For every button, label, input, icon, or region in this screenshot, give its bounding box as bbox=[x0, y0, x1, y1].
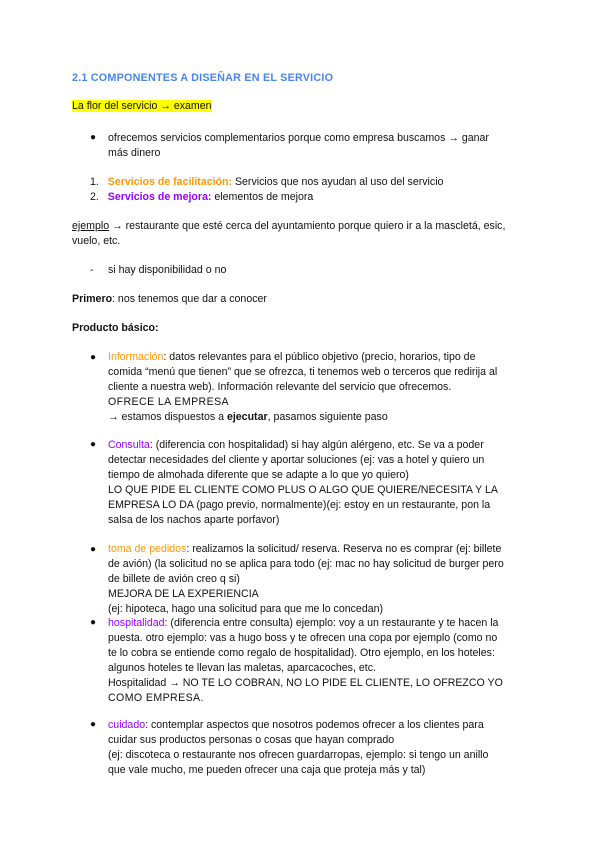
cuidado-line-1 bbox=[108, 718, 484, 733]
numbered-item-text: elementos de mejora bbox=[211, 191, 314, 203]
cuidado-line-3: (ej: discoteca o restaurante nos ofrecen guardarropas, ejemplo: si tengo un anillo bbox=[108, 749, 489, 761]
section-heading: 2.1 COMPONENTES A DISEÑAR EN EL SERVICIO bbox=[72, 72, 334, 84]
item-label-cuidado: cuidado bbox=[108, 719, 146, 731]
hospitalidad-line-2: puesta. otro ejemplo: vas a hugo boss y te ofrecen una copa por ejemplo (como no bbox=[108, 632, 498, 644]
item-text: : contemplar aspectos que nosotros podemos ofrecer a los clientes para bbox=[145, 719, 484, 731]
informacion-line-2: comida “menú que tienen” que se ofrezca, ti tenemos web o terceros que redirija al bbox=[108, 366, 498, 378]
example-label: ejemplo bbox=[72, 220, 110, 232]
bullet-icon: ● bbox=[90, 132, 97, 143]
numbered-item-2 bbox=[90, 190, 313, 205]
item-text: , pasamos siguiente paso bbox=[267, 411, 388, 423]
hospitalidad-line-4: algunos hoteles te llevan las maletas, aparcacoches, etc. bbox=[108, 662, 376, 674]
item-bold-text: ejecutar bbox=[226, 411, 268, 423]
cuidado-line-4: que vale mucho, me pueden ofrecer una caja que proteja más y tal) bbox=[108, 764, 426, 776]
primero-text: : nos tenemos que dar a conocer bbox=[112, 293, 267, 305]
consulta-line-1 bbox=[108, 438, 484, 453]
highlighted-text: La flor del servicio → examen bbox=[72, 100, 212, 112]
bullet-icon: ● bbox=[90, 719, 97, 730]
example-text: → restaurante que esté cerca del ayuntamiento porque quiero ir a la mascletá, esic, bbox=[109, 220, 506, 232]
consulta-line-3: tiempo de almohada diferente que se adapte a lo que yo quiero) bbox=[108, 469, 409, 481]
toma-pedidos-line-4: MEJORA DE LA EXPERIENCIA bbox=[108, 588, 259, 600]
item-text: → estamos dispuestos a bbox=[108, 411, 227, 423]
item-label-hospitalidad: hospitalidad bbox=[108, 617, 165, 629]
bullet-icon: ● bbox=[90, 617, 97, 628]
bullet-icon: ● bbox=[90, 439, 97, 450]
numbered-item-number: 1. bbox=[90, 176, 99, 188]
toma-pedidos-line-5: (ej: hipoteca, hago una solicitud para que me lo concedan) bbox=[108, 603, 384, 615]
primero-line bbox=[72, 292, 267, 307]
toma-pedidos-line-2: de avión) (la solicitud no se aplica para todo (ej: mac no hay solicitud de burger pero bbox=[108, 558, 504, 570]
hospitalidad-line-6: COMO EMPRESA. bbox=[108, 692, 204, 704]
item-text: : (diferencia con hospitalidad) si hay algún alérgeno, etc. Se va a poder bbox=[149, 439, 484, 451]
consulta-line-5: EMPRESA LO DA (pago previo, normalmente)(ej: estoy en un restaurante, pon la bbox=[108, 499, 491, 511]
item-text: : datos relevantes para el público objetivo (precio, horarios, tipo de bbox=[163, 351, 476, 363]
bullet-intro-line-1: ofrecemos servicios complementarios porque como empresa buscamos → ganar bbox=[108, 132, 489, 144]
dash-marker: - bbox=[90, 264, 94, 276]
bullet-intro-line-2: más dinero bbox=[108, 147, 161, 159]
informacion-line-3: cliente a nuestra web). Información relevante del servicio que ofrecemos. bbox=[108, 381, 452, 393]
hospitalidad-line-5: Hospitalidad → NO TE LO COBRAN, NO LO PIDE EL CLIENTE, LO OFREZCO YO bbox=[108, 677, 503, 689]
item-label-consulta: Consulta bbox=[108, 439, 150, 451]
item-text: : (diferencia entre consulta) ejemplo: voy a un restaurante y te hacen la bbox=[164, 617, 499, 629]
numbered-item-1 bbox=[90, 175, 443, 190]
numbered-item-text: Servicios que nos ayudan al uso del servicio bbox=[232, 176, 444, 188]
example-line-1 bbox=[72, 219, 505, 234]
bullet-icon: ● bbox=[90, 352, 97, 363]
hospitalidad-line-1 bbox=[108, 616, 498, 631]
consulta-line-2: detectar necesidades del cliente y aportar soluciones (ej: vas a hotel y quiero un bbox=[108, 454, 485, 466]
consulta-line-4: LO QUE PIDE EL CLIENTE COMO PLUS O ALGO QUE QUIERE/NECESITA Y LA bbox=[108, 484, 498, 496]
numbered-item-label: Servicios de facilitación: bbox=[107, 176, 233, 188]
toma-pedidos-line-1 bbox=[108, 542, 501, 557]
highlight-line bbox=[72, 99, 212, 114]
cuidado-line-2: cuidar sus productos personas o cosas que hayan comprado bbox=[108, 734, 395, 746]
bullet-icon: ● bbox=[90, 544, 97, 555]
numbered-item-number: 2. bbox=[90, 191, 99, 203]
hospitalidad-line-3: te lo cobra se entiende como regalo de hospitalidad). Otro ejemplo, en los hoteles: bbox=[108, 647, 495, 659]
informacion-line-5 bbox=[108, 410, 388, 425]
example-line-2: vuelo, etc. bbox=[72, 235, 121, 247]
item-text: : realizamos la solicitud/ reserva. Reserva no es comprar (ej: billete bbox=[186, 543, 502, 555]
informacion-line-4: OFRECE LA EMPRESA bbox=[108, 396, 230, 408]
item-label-toma-de-pedidos: toma de pedidos bbox=[108, 543, 187, 555]
toma-pedidos-line-3: de billete de avión creo q si) bbox=[108, 573, 240, 585]
consulta-line-6: salsa de los nachos aparte porfavor) bbox=[108, 514, 280, 526]
item-label-informacion: Información bbox=[108, 351, 164, 363]
dash-item: si hay disponibilidad o no bbox=[108, 264, 227, 276]
producto-basico-heading: Producto básico: bbox=[72, 322, 159, 334]
informacion-line-1 bbox=[108, 350, 475, 365]
primero-label: Primero bbox=[72, 293, 113, 305]
numbered-item-label: Servicios de mejora: bbox=[107, 191, 212, 203]
